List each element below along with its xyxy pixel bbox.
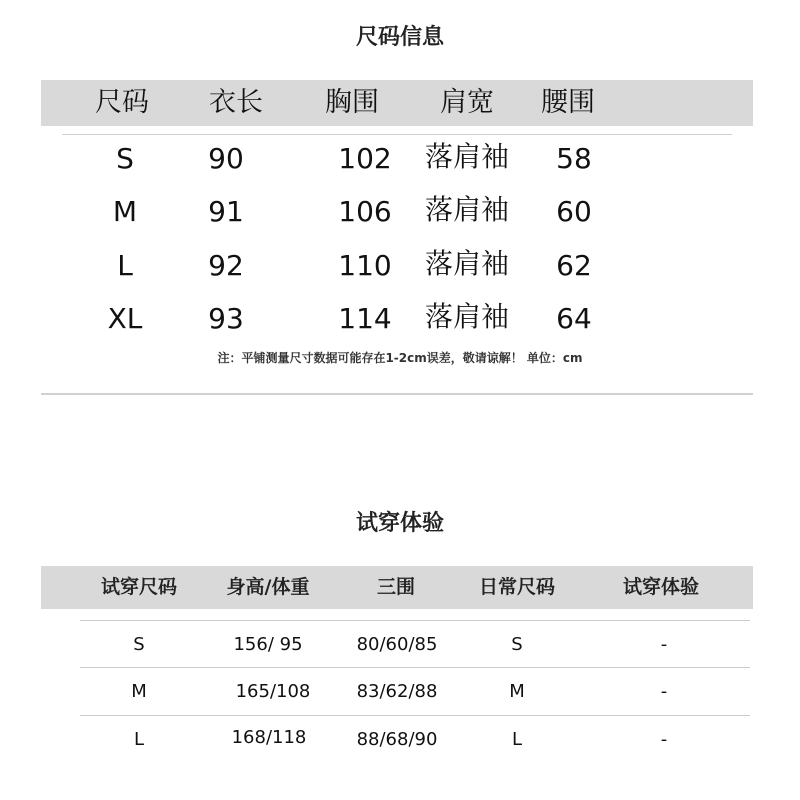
tryon-row-s-experience: -: [660, 634, 668, 655]
tryon-row-l-height-weight: 168/118: [231, 727, 307, 748]
size-col-header-chest: 胸围: [325, 87, 379, 118]
tryon-col-header-measurements: 三围: [376, 576, 415, 598]
size-info-title: 尺码信息: [355, 25, 444, 50]
size-row-l-waist: 62: [556, 249, 592, 282]
size-row-s-chest: 102: [338, 142, 392, 175]
size-row-l-chest: 110: [338, 249, 392, 282]
tryon-title: 试穿体验: [355, 511, 444, 536]
size-row-m-length: 91: [208, 195, 244, 228]
size-col-header-size: 尺码: [95, 87, 149, 118]
tryon-row-l-usual-size: L: [511, 729, 523, 750]
tryon-row-l-size: L: [133, 729, 145, 750]
size-row-s-size: S: [116, 142, 134, 175]
tryon-col-header-height-weight: 身高/体重: [226, 576, 310, 598]
tryon-row-m-height-weight: 165/108: [235, 681, 311, 702]
tryon-row-m-usual-size: M: [509, 681, 525, 702]
tryon-row-s-size: S: [133, 634, 145, 655]
tryon-row-m-measurements: 83/62/88: [356, 681, 438, 702]
size-table-divider: [62, 134, 732, 135]
size-col-header-waist: 腰围: [541, 87, 595, 118]
tryon-row-s-measurements: 80/60/85: [356, 634, 438, 655]
size-row-s-length: 90: [208, 142, 244, 175]
size-row-xl-length: 93: [208, 302, 244, 335]
size-row-m-waist: 60: [556, 195, 592, 228]
size-row-xl-chest: 114: [338, 302, 392, 335]
size-row-xl-waist: 64: [556, 302, 592, 335]
tryon-row-l-measurements: 88/68/90: [356, 729, 438, 750]
tryon-row-divider: [80, 620, 750, 621]
size-row-s-waist: 58: [556, 142, 592, 175]
size-col-header-length: 衣长: [209, 87, 263, 118]
size-row-m-size: M: [112, 195, 138, 228]
size-row-s-shoulder: 落肩袖: [424, 140, 509, 173]
size-row-l-shoulder: 落肩袖: [424, 247, 509, 280]
tryon-row-l-experience: -: [660, 729, 668, 750]
size-row-l-length: 92: [208, 249, 244, 282]
size-row-l-size: L: [117, 249, 133, 282]
tryon-col-header-size: 试穿尺码: [100, 576, 177, 598]
section-divider: [41, 393, 753, 395]
size-row-m-chest: 106: [338, 195, 392, 228]
tryon-col-header-usual-size: 日常尺码: [478, 576, 555, 598]
measurement-note: 注：平铺测量尺寸数据可能存在1-2cm误差，敬请谅解！ 单位：cm: [217, 351, 583, 365]
tryon-row-s-height-weight: 156/ 95: [233, 634, 303, 655]
tryon-row-s-usual-size: S: [511, 634, 523, 655]
tryon-row-m-size: M: [131, 681, 147, 702]
tryon-col-header-experience: 试穿体验: [622, 576, 699, 598]
tryon-row-divider: [80, 715, 750, 716]
tryon-row-divider: [80, 667, 750, 668]
size-row-m-shoulder: 落肩袖: [424, 193, 509, 226]
size-col-header-shoulder: 肩宽: [440, 87, 494, 118]
size-row-xl-size: XL: [107, 302, 143, 335]
size-row-xl-shoulder: 落肩袖: [424, 300, 509, 333]
tryon-row-m-experience: -: [660, 681, 668, 702]
